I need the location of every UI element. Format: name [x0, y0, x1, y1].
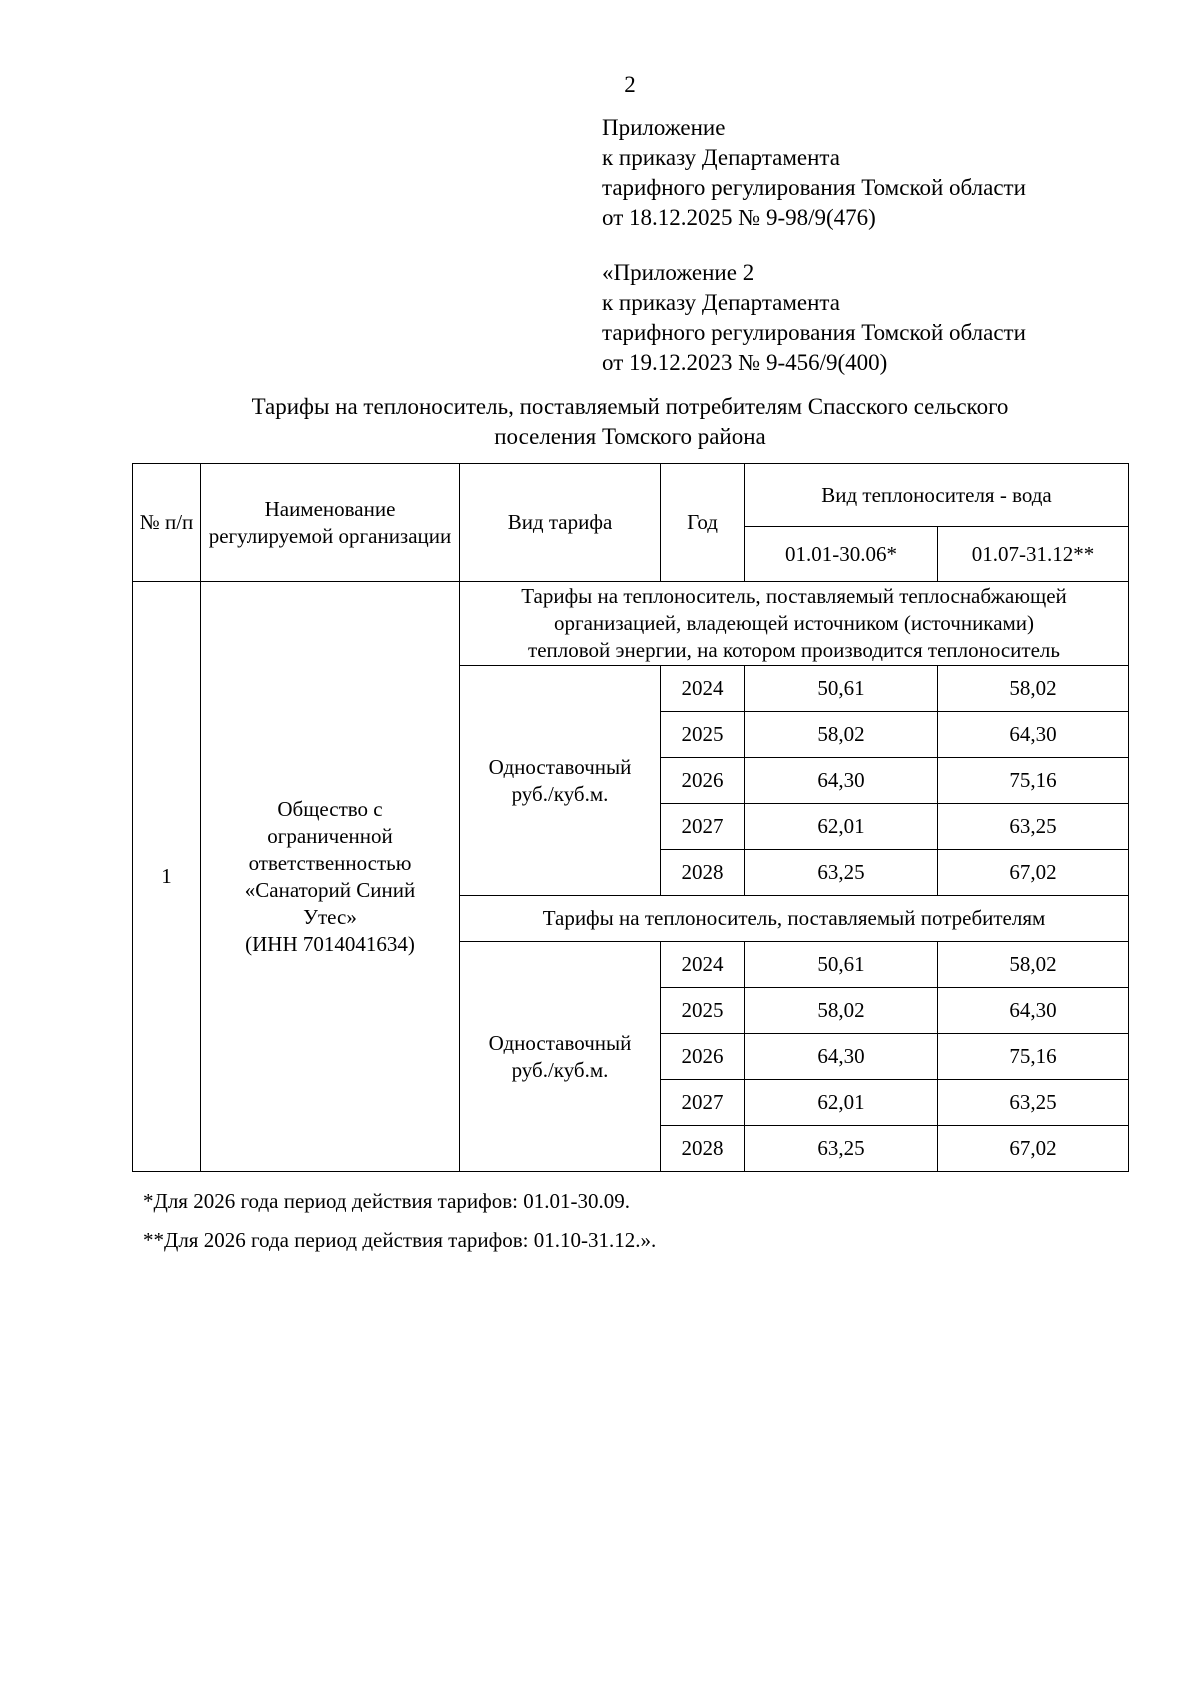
section-title-cell: [460, 582, 1129, 666]
header-period-1: 01.01-30.06*: [745, 527, 938, 582]
year-cell: 2024: [661, 666, 745, 712]
tariff-value-period-2: 75,16: [938, 1034, 1129, 1080]
page-number: 2: [624, 72, 636, 97]
tariff-value-period-1: 50,61: [745, 942, 938, 988]
header-tariff-type: Вид тарифа: [460, 464, 661, 582]
tariff-value-period-2: 67,02: [938, 850, 1129, 896]
header-row: [133, 464, 1129, 527]
organization-line: (ИНН 7014041634): [245, 931, 415, 956]
year-cell: 2025: [661, 988, 745, 1034]
header-number: [133, 464, 201, 582]
tariff-value-period-2: 63,25: [938, 1080, 1129, 1126]
appendix-current-line: от 18.12.2025 № 9-98/9(476): [602, 205, 876, 230]
tariff-value-period-2: 67,02: [938, 1126, 1129, 1172]
organization-line: ограниченной: [267, 823, 393, 848]
organization-line: ответственностью: [248, 850, 412, 875]
appendix-current-block: [602, 113, 1026, 233]
tariff-value-period-2: 58,02: [938, 942, 1129, 988]
tariff-table: [132, 463, 1129, 1172]
year-cell: 2028: [661, 1126, 745, 1172]
tariff-value-period-1: 63,25: [745, 1126, 938, 1172]
document-title: [132, 392, 1128, 452]
footnote: **Для 2026 года период действия тарифов: 01.10-31.12.».: [143, 1228, 657, 1252]
tariff-type-line: Одноставочный: [488, 754, 632, 779]
header-number-line: №: [139, 510, 160, 534]
appendix-previous-line: к приказу Департамента: [602, 290, 840, 315]
organization-line: «Санаторий Синий: [244, 877, 416, 902]
tariff-type-line: руб./куб.м.: [511, 1057, 609, 1082]
header-organization-line: организации: [338, 523, 452, 548]
year-cell: 2026: [661, 758, 745, 804]
tariff-value-period-1: 62,01: [745, 1080, 938, 1126]
tariff-value-period-2: 64,30: [938, 712, 1129, 758]
organization-line: Общество с: [277, 796, 383, 821]
year-cell: 2028: [661, 850, 745, 896]
appendix-previous-line: «Приложение 2: [602, 260, 755, 285]
year-cell: 2025: [661, 712, 745, 758]
appendix-current-line: к приказу Департамента: [602, 145, 840, 170]
tariff-value-period-1: 58,02: [745, 712, 938, 758]
year-cell: 2024: [661, 942, 745, 988]
tariff-type-cell: [460, 942, 661, 1172]
section-title-line: Тарифы на теплоноситель, поставляемый теплоснабжающей: [521, 584, 1067, 608]
tariff-value-period-1: 64,30: [745, 758, 938, 804]
header-number-line: п/п: [164, 510, 194, 534]
tariff-type-line: руб./куб.м.: [511, 781, 609, 806]
tariff-value-period-1: 63,25: [745, 850, 938, 896]
section-title-cell: [460, 896, 1129, 942]
appendix-previous-line: тарифного регулирования Томской области: [602, 320, 1026, 345]
appendix-previous-line: от 19.12.2023 № 9-456/9(400): [602, 350, 888, 375]
tariff-value-period-1: 64,30: [745, 1034, 938, 1080]
title-line: поселения Томского района: [494, 424, 766, 449]
year-cell: 2026: [661, 1034, 745, 1080]
title-line: Тарифы на теплоноситель, поставляемый потребителям Спасского сельского: [251, 394, 1009, 419]
tariff-type-line: Одноставочный: [488, 1030, 632, 1055]
organization-cell: [201, 582, 460, 1172]
year-cell: 2027: [661, 1080, 745, 1126]
header-year: Год: [661, 464, 745, 582]
section-title-line: тепловой энергии, на котором производится теплоноситель: [528, 638, 1060, 662]
header-organization: [201, 464, 460, 582]
appendix-previous-block: [602, 258, 1026, 378]
tariff-value-period-1: 50,61: [745, 666, 938, 712]
appendix-current-line: Приложение: [602, 115, 726, 140]
header-organization-line: регулируемой: [208, 523, 334, 548]
row-number-cell: 1: [133, 582, 201, 1172]
section-header-row: [133, 582, 1129, 666]
year-cell: 2027: [661, 804, 745, 850]
organization-line: Утес»: [303, 904, 357, 929]
header-period-2: 01.07-31.12**: [938, 527, 1129, 582]
section-title-line: Тарифы на теплоноситель, поставляемый потребителям: [542, 906, 1046, 930]
tariff-value-period-2: 64,30: [938, 988, 1129, 1034]
tariff-value-period-2: 63,25: [938, 804, 1129, 850]
tariff-value-period-1: 62,01: [745, 804, 938, 850]
footnote: *Для 2026 года период действия тарифов: 01.01-30.09.: [143, 1189, 630, 1213]
appendix-current-line: тарифного регулирования Томской области: [602, 175, 1026, 200]
header-carrier-group: Вид теплоносителя - вода: [745, 464, 1129, 527]
section-title-line: организацией, владеющей источником (источниками): [553, 611, 1035, 635]
tariff-value-period-1: 58,02: [745, 988, 938, 1034]
footnotes: [143, 1187, 656, 1265]
tariff-type-cell: [460, 666, 661, 896]
tariff-value-period-2: 58,02: [938, 666, 1129, 712]
tariff-value-period-2: 75,16: [938, 758, 1129, 804]
header-organization-line: Наименование: [264, 496, 396, 521]
